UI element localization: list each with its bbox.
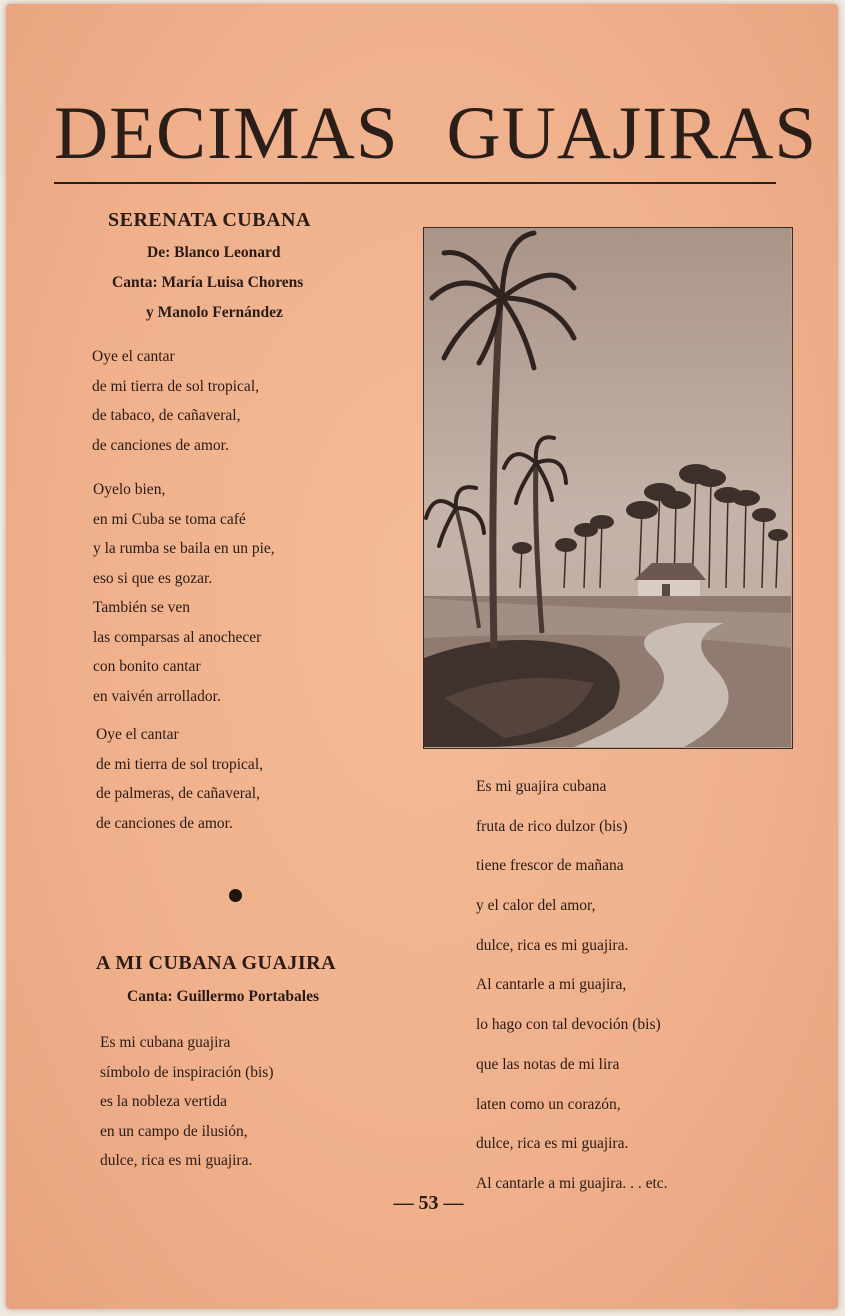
verse-line: dulce, rica es mi guajira.	[476, 1135, 629, 1153]
verse-line: que las notas de mi lira	[476, 1055, 620, 1073]
verse-line: Es mi cubana guajira	[100, 1034, 231, 1051]
verse-line: de palmeras, de cañaveral,	[96, 785, 260, 802]
song2-title: A MI CUBANA GUAJIRA	[96, 952, 337, 974]
song1-singer: Canta: María Luisa Chorens	[112, 274, 304, 291]
verse-line: Oye el cantar	[92, 348, 175, 365]
verse-line: de tabaco, de cañaveral,	[92, 407, 241, 424]
song1-author: De: Blanco Leonard	[147, 244, 281, 261]
page-number: — 53 —	[393, 1192, 464, 1214]
verse-line: de mi tierra de sol tropical,	[92, 377, 259, 395]
verse-line: Es mi guajira cubana	[476, 778, 607, 795]
verse-line: eso si que es gozar.	[93, 569, 213, 587]
verse-line: Al cantarle a mi guajira,	[476, 976, 627, 994]
illustration-art	[424, 228, 791, 747]
song2-singer: Canta: Guillermo Portabales	[127, 988, 320, 1005]
song2-stanza-right	[476, 767, 668, 1204]
verse-line: y la rumba se baila en un pie,	[93, 540, 275, 557]
verse-line: con bonito cantar	[93, 658, 201, 675]
verse-line: Oyelo bien,	[93, 481, 166, 498]
verse-line: en vaivén arrollador.	[93, 687, 221, 705]
verse-line: laten como un corazón,	[476, 1095, 621, 1113]
verse-line: lo hago con tal devoción (bis)	[476, 1016, 661, 1034]
verse-line: dulce, rica es mi guajira.	[100, 1152, 253, 1169]
verse-line: Oye el cantar	[96, 726, 179, 743]
verse-line: en un campo de ilusión,	[100, 1122, 248, 1140]
verse-line: de mi tierra de sol tropical,	[96, 755, 263, 773]
verse-line: de canciones de amor.	[92, 436, 229, 454]
section-divider-bullet	[229, 889, 242, 902]
page	[6, 4, 838, 1309]
verse-line: las comparsas al anochecer	[93, 628, 262, 646]
song1-title: SERENATA CUBANA	[108, 209, 311, 231]
verse-line: dulce, rica es mi guajira.	[476, 936, 629, 954]
verse-line: También se ven	[93, 599, 191, 616]
song1-stanza-3	[96, 720, 263, 838]
page-title	[54, 92, 818, 175]
song2-stanza-left	[100, 1028, 274, 1176]
verse-line: de canciones de amor.	[96, 814, 233, 832]
title-rule	[54, 182, 776, 184]
palm-landscape-illustration	[423, 227, 793, 749]
verse-line: tiene frescor de mañana	[476, 857, 624, 875]
verse-line: y el calor del amor,	[476, 897, 596, 915]
song1-singer-2: y Manolo Fernández	[146, 304, 283, 321]
title-word-2: GUAJIRAS	[446, 92, 818, 175]
verse-line: es la nobleza vertida	[100, 1093, 227, 1110]
song1-stanza-1	[92, 342, 259, 460]
title-word-1: DECIMAS	[54, 92, 399, 175]
song1-stanza-2	[93, 475, 275, 711]
verse-line: Al cantarle a mi guajira. . . etc.	[476, 1174, 668, 1192]
verse-line: símbolo de inspiración (bis)	[100, 1063, 274, 1081]
verse-line: en mi Cuba se toma café	[93, 510, 246, 528]
verse-line: fruta de rico dulzor (bis)	[476, 817, 628, 835]
